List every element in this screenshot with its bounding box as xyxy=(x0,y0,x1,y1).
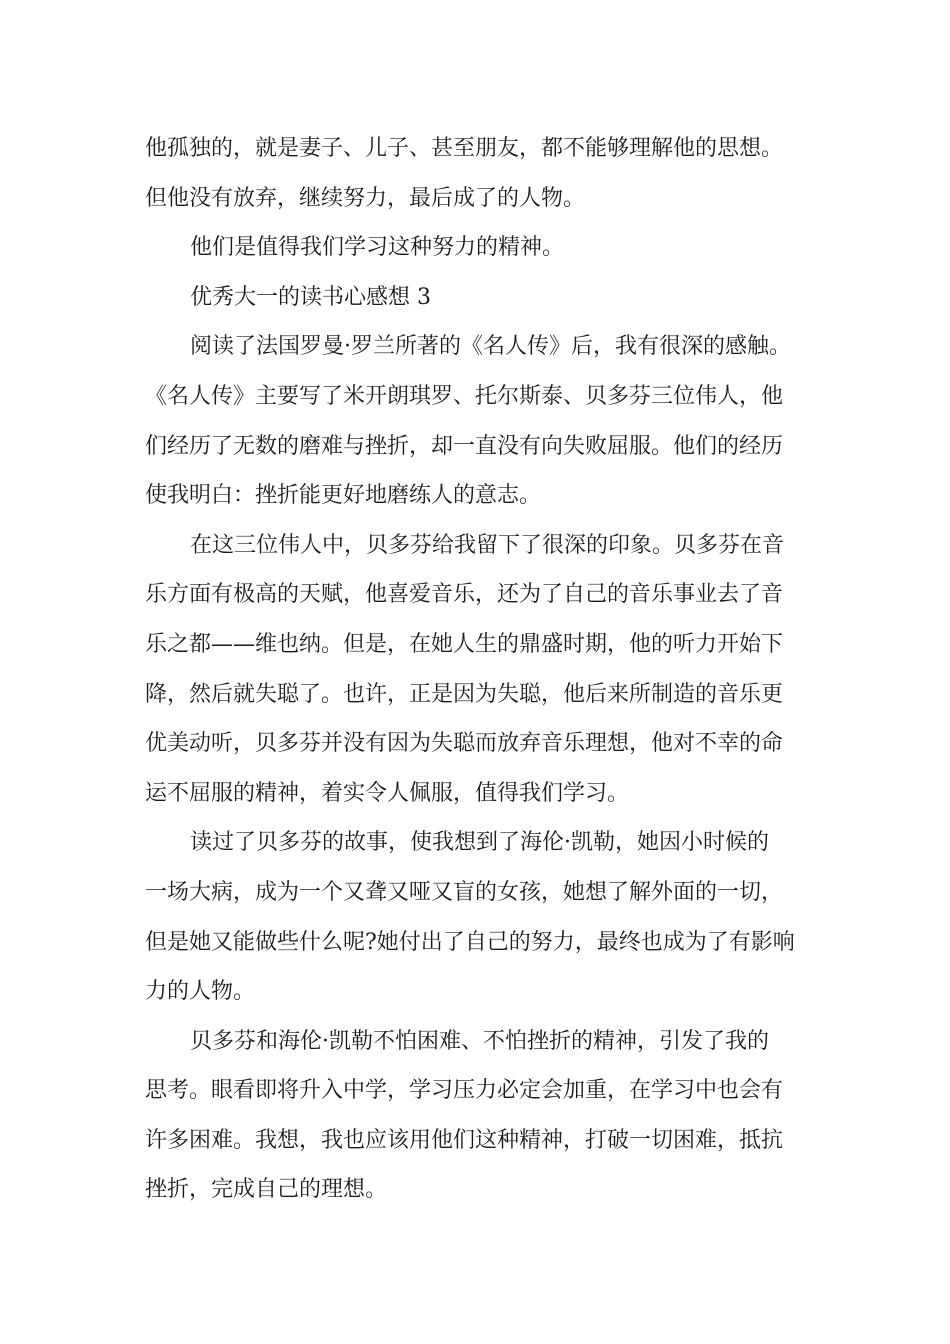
text-line: 乐之都——维也纳。但是，在她人生的鼎盛时期，他的听力开始下 xyxy=(145,631,784,657)
text-line: 贝多芬和海伦·凯勒不怕困难、不怕挫折的精神，引发了我的 xyxy=(190,1028,769,1054)
document-body xyxy=(145,124,815,1215)
text-line: 在这三位伟人中，贝多芬给我留下了很深的印象。贝多芬在音 xyxy=(190,532,785,558)
text-line: 力的人物。 xyxy=(145,979,256,1005)
text-line: 阅读了法国罗曼·罗兰所著的《名人传》后，我有很深的感触。 xyxy=(190,334,791,360)
text-line: 乐方面有极高的天赋，他喜爱音乐，还为了自己的音乐事业去了音 xyxy=(145,582,784,608)
text-line: 许多困难。我想，我也应该用他们这种精神，打破一切困难，抵抗 xyxy=(145,1127,784,1153)
text-line: 一场大病，成为一个又聋又哑又盲的女孩，她想了解外面的一切， xyxy=(145,879,784,905)
section-heading: 优秀大一的读书心感想 3 xyxy=(190,284,431,310)
text-line: 他孤独的，就是妻子、儿子、甚至朋友，都不能够理解他的思想。 xyxy=(145,136,784,161)
text-line: 读过了贝多芬的故事，使我想到了海伦·凯勒，她因小时候的 xyxy=(190,830,769,856)
text-line: 们经历了无数的磨难与挫折，却一直没有向失败屈服。他们的经历 xyxy=(145,433,784,459)
text-line: 降，然后就失聪了。也许，正是因为失聪，他后来所制造的音乐更 xyxy=(145,681,784,707)
text-line: 但他没有放弃，继续努力，最后成了的人物。 xyxy=(145,185,586,211)
text-line: 但是她又能做些什么呢?她付出了自己的努力，最终也成为了有影响 xyxy=(145,929,795,955)
text-line: 优美动听，贝多芬并没有因为失聪而放弃音乐理想，他对不幸的命 xyxy=(145,731,784,757)
text-line: 挫折，完成自己的理想。 xyxy=(145,1177,388,1203)
text-line: 《名人传》主要写了米开朗琪罗、托尔斯泰、贝多芬三位伟人，他 xyxy=(145,383,784,409)
text-line: 他们是值得我们学习这种努力的精神。 xyxy=(190,235,565,261)
text-line: 运不屈服的精神，着实令人佩服，值得我们学习。 xyxy=(145,780,630,806)
text-line: 思考。眼看即将升入中学，学习压力必定会加重，在学习中也会有 xyxy=(145,1078,784,1104)
text-line: 使我明白：挫折能更好地磨练人的意志。 xyxy=(145,483,542,509)
